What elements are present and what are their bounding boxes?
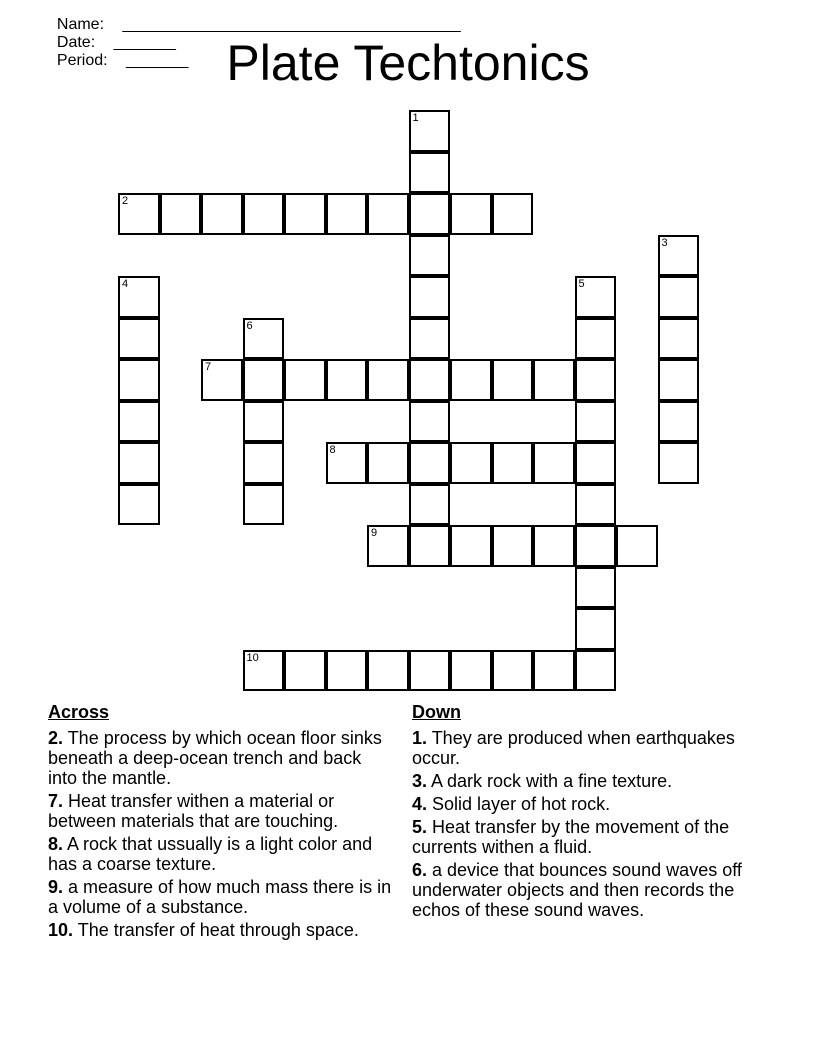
grid-cell[interactable] <box>118 442 160 484</box>
name-label: Name: <box>56 16 105 33</box>
grid-cell[interactable] <box>243 359 285 401</box>
clue-item <box>412 794 772 814</box>
grid-cell[interactable] <box>326 442 368 484</box>
clue-item <box>48 834 393 874</box>
grid-cell[interactable] <box>284 650 326 692</box>
down-clues <box>412 702 772 923</box>
clue-item-number: 1. <box>412 728 428 748</box>
grid-cell[interactable] <box>409 318 451 360</box>
clue-item <box>48 728 393 788</box>
clue-item <box>412 817 772 857</box>
grid-cell[interactable] <box>201 193 243 235</box>
clue-item-text: Heat transfer withen a material or between materials that are touching. <box>48 791 339 831</box>
grid-cell[interactable] <box>367 650 409 692</box>
clue-number: 2 <box>122 195 129 207</box>
clue-number: 10 <box>246 651 259 664</box>
clue-number: 3 <box>661 236 668 249</box>
grid-cell[interactable] <box>243 318 285 360</box>
grid-cell[interactable] <box>118 359 160 401</box>
grid-cell[interactable] <box>658 442 700 484</box>
date-label: Date: <box>56 34 96 51</box>
clue-item-text: The transfer of heat through space. <box>73 920 359 940</box>
grid-cell[interactable] <box>533 442 575 484</box>
date-blank: _______ <box>113 34 176 51</box>
clue-item-number: 4. <box>412 794 428 814</box>
grid-cell[interactable] <box>409 152 451 194</box>
grid-cell[interactable] <box>616 525 658 567</box>
clue-number: 6 <box>246 319 253 332</box>
grid-cell[interactable] <box>367 193 409 235</box>
grid-cell[interactable] <box>492 193 534 235</box>
grid-cell[interactable] <box>160 193 202 235</box>
period-label: Period: <box>56 52 108 69</box>
clue-item <box>48 920 393 940</box>
clue-item-number: 5. <box>412 817 428 837</box>
period-blank: _______ <box>126 52 189 69</box>
clue-item-number: 3. <box>412 771 428 791</box>
grid-cell[interactable] <box>409 110 451 152</box>
clue-number: 8 <box>329 444 336 456</box>
clue-item-text: Solid layer of hot rock. <box>427 794 611 814</box>
grid-cell[interactable] <box>533 525 575 567</box>
across-clue-list <box>48 728 393 940</box>
grid-cell[interactable] <box>118 401 160 443</box>
clue-item-text: The process by which ocean floor sinks beneath a deep-ocean trench and back into the mantle. <box>48 728 382 788</box>
grid-cell[interactable] <box>201 359 243 401</box>
grid-cell[interactable] <box>575 401 617 443</box>
grid-cell[interactable] <box>575 359 617 401</box>
grid-cell[interactable] <box>243 650 285 692</box>
clue-number: 4 <box>122 278 129 290</box>
grid-cell[interactable] <box>243 442 285 484</box>
grid-cell[interactable] <box>409 525 451 567</box>
grid-cell[interactable] <box>367 525 409 567</box>
grid-cell[interactable] <box>575 318 617 360</box>
grid-cell[interactable] <box>450 359 492 401</box>
clue-item <box>412 728 772 768</box>
grid-cell[interactable] <box>118 193 160 235</box>
grid-cell[interactable] <box>575 442 617 484</box>
grid-cell[interactable] <box>450 442 492 484</box>
grid-cell[interactable] <box>658 401 700 443</box>
grid-cell[interactable] <box>658 276 700 318</box>
grid-cell[interactable] <box>658 235 700 277</box>
clue-number: 5 <box>578 278 585 290</box>
clue-item-text: a measure of how much mass there is in a volume of a substance. <box>48 877 392 917</box>
grid-cell[interactable] <box>533 650 575 692</box>
grid-cell[interactable] <box>450 525 492 567</box>
grid-cell[interactable] <box>367 442 409 484</box>
clue-item-text: They are produced when earthquakes occur. <box>412 728 735 768</box>
name-blank: ______________________________________ <box>122 16 461 33</box>
clue-number: 9 <box>371 527 378 539</box>
grid-cell[interactable] <box>118 484 160 526</box>
grid-cell[interactable] <box>243 193 285 235</box>
grid-cell[interactable] <box>492 359 534 401</box>
clue-item <box>48 877 393 917</box>
clue-item-text: a device that bounces sound waves off underwater objects and then records the echos of these sound waves. <box>412 860 742 920</box>
grid-cell[interactable] <box>118 318 160 360</box>
clue-item-text: Heat transfer by the movement of the currents withen a fluid. <box>412 817 730 857</box>
clue-number: 7 <box>205 361 212 373</box>
down-heading: Down <box>412 702 461 722</box>
clue-item-number: 7. <box>48 791 64 811</box>
clue-item-number: 10. <box>48 920 74 940</box>
clue-item-text: A dark rock with a fine texture. <box>427 771 673 791</box>
grid-cell[interactable] <box>658 359 700 401</box>
grid-cell[interactable] <box>409 193 451 235</box>
grid-cell[interactable] <box>284 359 326 401</box>
grid-cell[interactable] <box>243 484 285 526</box>
grid-cell[interactable] <box>409 484 451 526</box>
grid-cell[interactable] <box>367 359 409 401</box>
grid-cell[interactable] <box>575 608 617 650</box>
grid-cell[interactable] <box>575 567 617 609</box>
across-heading: Across <box>48 702 110 722</box>
grid-cell[interactable] <box>492 525 534 567</box>
clue-item-text: A rock that ussually is a light color and has a coarse texture. <box>48 834 373 874</box>
page-title: Plate Techtonics <box>226 35 590 91</box>
grid-cell[interactable] <box>575 484 617 526</box>
grid-cell[interactable] <box>450 650 492 692</box>
grid-cell[interactable] <box>533 359 575 401</box>
grid-cell[interactable] <box>243 401 285 443</box>
grid-cell[interactable] <box>409 235 451 277</box>
grid-cell[interactable] <box>492 442 534 484</box>
grid-cell[interactable] <box>284 193 326 235</box>
clue-item <box>48 791 393 831</box>
grid-cell[interactable] <box>575 525 617 567</box>
down-clue-list <box>412 728 772 920</box>
clue-item-number: 9. <box>48 877 64 897</box>
grid-cell[interactable] <box>409 359 451 401</box>
grid-cell[interactable] <box>492 650 534 692</box>
grid-cell[interactable] <box>409 401 451 443</box>
clue-item <box>412 860 772 920</box>
grid-cell[interactable] <box>326 359 368 401</box>
grid-cell[interactable] <box>409 276 451 318</box>
across-clues <box>48 702 393 943</box>
grid-cell[interactable] <box>409 650 451 692</box>
grid-cell[interactable] <box>326 650 368 692</box>
grid-cell[interactable] <box>409 442 451 484</box>
clue-item-number: 6. <box>412 860 428 880</box>
grid-cell[interactable] <box>118 276 160 318</box>
grid-cell[interactable] <box>450 193 492 235</box>
clue-item <box>412 771 772 791</box>
clue-item-number: 2. <box>48 728 64 748</box>
clue-number: 1 <box>412 112 419 124</box>
grid-cell[interactable] <box>326 193 368 235</box>
grid-cell[interactable] <box>575 276 617 318</box>
grid-cell[interactable] <box>575 650 617 692</box>
clue-item-number: 8. <box>48 834 64 854</box>
grid-cell[interactable] <box>658 318 700 360</box>
